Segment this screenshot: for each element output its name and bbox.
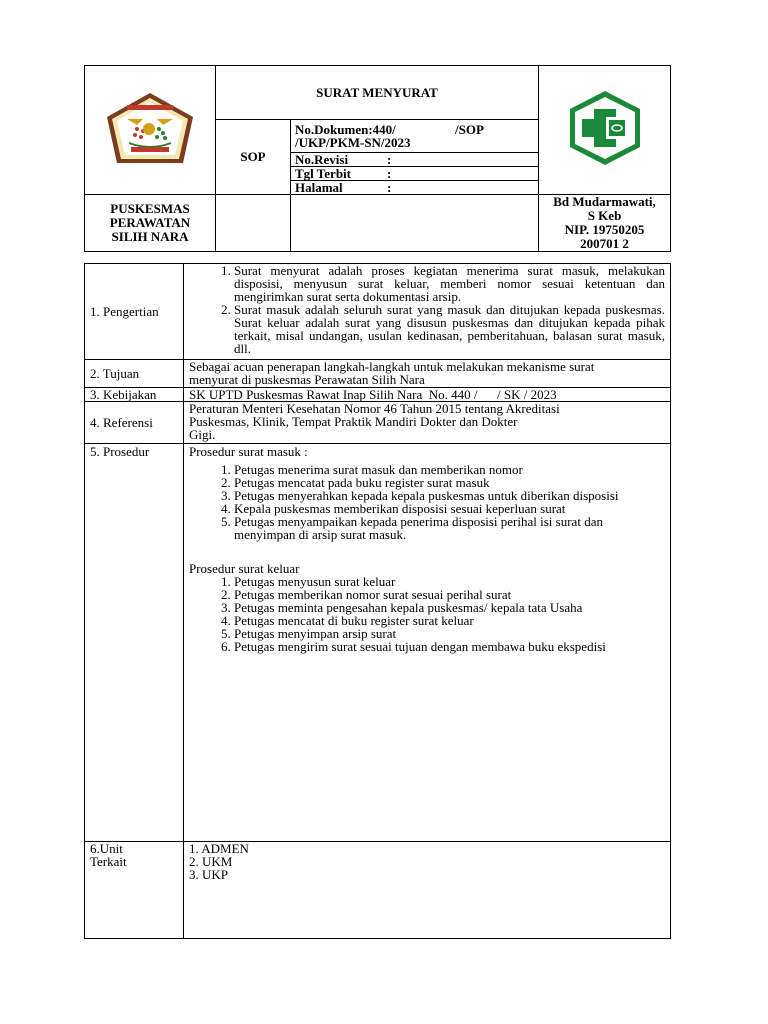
list-item: 1. ADMEN: [189, 841, 249, 856]
prosedur-label: 5. Prosedur: [85, 444, 184, 842]
halaman-row: Halamal :: [295, 180, 392, 195]
list-item: 1. Petugas menyusun surat keluar: [234, 575, 665, 588]
list-item: 1. Petugas menerima surat masuk dan memberikan nomor: [234, 463, 665, 476]
prosedur-keluar-list: [189, 575, 665, 653]
blank-cell: [216, 195, 291, 252]
sop-body-table: [84, 263, 671, 939]
kebijakan-content: SK UPTD Puskesmas Rawat Inap Silih Nara No. 440 / / SK / 2023: [184, 388, 671, 402]
sop-label: SOP: [216, 120, 291, 195]
list-item: 1. Surat menyurat adalah proses kegiatan menerima surat masuk, melakukan disposisi, menyusun surat keluar, memberi nomor sesuai ketentuan dan mengirimkan surat serta dokumentasi arsip.: [234, 264, 665, 303]
pengertian-content: [184, 264, 671, 360]
referensi-label: 4. Referensi: [85, 402, 184, 444]
prosedur-masuk-list: [189, 463, 665, 541]
unit-terkait-label: 6.Unit Terkait: [85, 842, 184, 939]
signatory: Bd Mudarmawati, S Keb NIP. 19750205 200701 2: [539, 195, 671, 252]
no-revisi-row: No.Revisi :: [291, 153, 538, 167]
document-meta: [291, 120, 539, 195]
list-item: 5. Petugas menyimpan arsip surat: [234, 627, 665, 640]
regency-logo-cell: [85, 66, 216, 195]
list-item: 4. Petugas mencatat di buku register surat keluar: [234, 614, 665, 627]
referensi-content: Peraturan Menteri Kesehatan Nomor 46 Tahun 2015 tentang Akreditasi Puskesmas, Klinik, Tempat Praktik Mandiri Dokter dan Dokter Gigi.: [184, 402, 671, 444]
regency-emblem-icon: [105, 91, 195, 165]
blank-cell: [291, 195, 539, 252]
list-item: 6. Petugas mengirim surat sesuai tujuan dengan membawa buku ekspedisi: [234, 640, 665, 653]
tujuan-content: Sebagai acuan penerapan langkah-langkah untuk melakukan mekanisme surat menyurat di puskesmas Perawatan Silih Nara: [184, 360, 671, 388]
list-item: 3. Petugas menyerahkan kepada kepala puskesmas untuk diberikan disposisi: [234, 489, 665, 502]
prosedur-keluar-title: Prosedur surat keluar: [189, 561, 300, 576]
pengertian-label: 1. Pengertian: [85, 264, 184, 360]
prosedur-masuk-title: Prosedur surat masuk :: [189, 444, 308, 459]
puskesmas-logo-icon: [566, 89, 644, 167]
unit-terkait-content: [184, 842, 671, 939]
list-item: 3. UKP: [189, 867, 229, 882]
kebijakan-label: 3. Kebijakan: [85, 388, 184, 402]
referensi-row: [85, 402, 671, 444]
organization-name: PUSKESMAS PERAWATAN SILIH NARA: [85, 195, 216, 252]
sop-header-table: [84, 65, 671, 252]
tujuan-row: [85, 360, 671, 388]
no-dokumen-row: No.Dokumen:440/ /SOP /UKP/PKM-SN/2023: [291, 120, 538, 153]
tujuan-label: 2. Tujuan: [85, 360, 184, 388]
list-item: 4. Kepala puskesmas memberikan disposisi sesuai keperluan surat: [234, 502, 665, 515]
prosedur-content: [184, 444, 671, 842]
pengertian-row: [85, 264, 671, 360]
kebijakan-row: [85, 388, 671, 402]
list-item: 2. UKM: [189, 854, 233, 869]
prosedur-row: [85, 444, 671, 842]
list-item: 3. Petugas meminta pengesahan kepala puskesmas/ kepala tata Usaha: [234, 601, 665, 614]
unit-terkait-row: [85, 842, 671, 939]
document-title: SURAT MENYURAT: [216, 66, 539, 120]
list-item: 2. Surat masuk adalah seluruh surat yang masuk dan ditujukan kepada puskesmas. Surat keluar adalah surat yang disusun puskesmas dan ditujukan kepada pihak terkait, misal undangan, usulan kedinasan, pemberitahuan, balasan surat masuk, dll.: [234, 303, 665, 355]
puskesmas-logo-cell: [539, 66, 671, 195]
tgl-terbit-row: Tgl Terbit :: [291, 167, 538, 181]
list-item: 5. Petugas menyampaikan kepada penerima disposisi perihal isi surat dan menyimpan di arsip surat masuk.: [234, 515, 665, 541]
list-item: 2. Petugas memberikan nomor surat sesuai perihal surat: [234, 588, 665, 601]
list-item: 2. Petugas mencatat pada buku register surat masuk: [234, 476, 665, 489]
